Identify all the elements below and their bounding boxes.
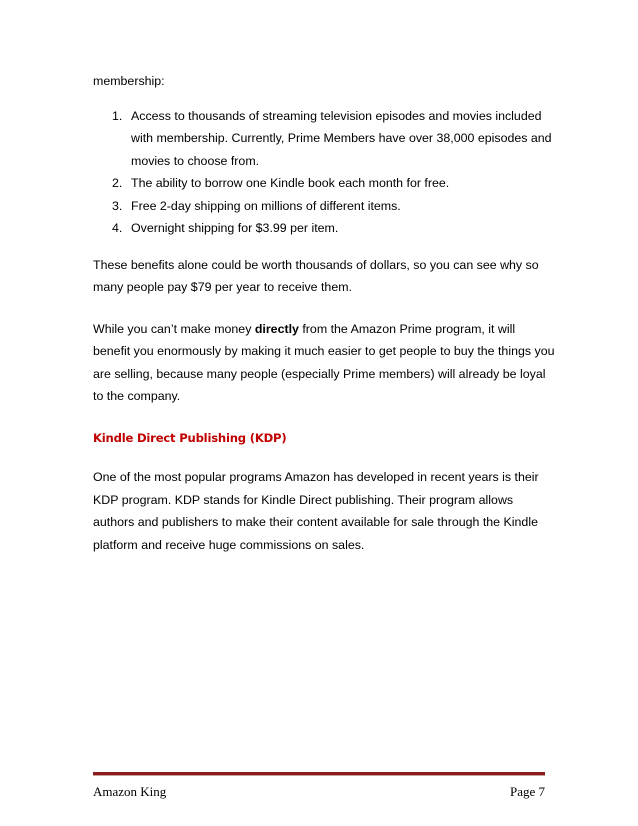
prime-paragraph	[93, 318, 555, 408]
list-item-text: The ability to borrow one Kindle book each month for free.	[131, 176, 450, 190]
intro-fragment: membership:	[93, 74, 165, 88]
list-item-text: Access to thousands of streaming television episodes and movies included with membership. Currently, Prime Members have over 38,000 episodes and movies to choose from.	[131, 108, 552, 168]
benefits-value-paragraph: These benefits alone could be worth thousands of dollars, so you can see why so many people pay $79 per year to receive them.	[93, 257, 539, 294]
footer-title: Amazon King	[93, 784, 167, 799]
list-item-number: 2.	[112, 176, 123, 190]
list-item-text: Free 2-day shipping on millions of different items.	[131, 198, 401, 213]
page-number: Page 7	[509, 784, 545, 799]
list-item-text: Overnight shipping for $3.99 per item.	[131, 221, 339, 235]
benefits-list	[93, 105, 555, 240]
prime-paragraph-lead: While you can’t make money	[93, 321, 255, 336]
list-item	[93, 172, 555, 195]
list-item-number: 3.	[112, 198, 123, 213]
kdp-paragraph: One of the most popular programs Amazon has developed in recent years is their KDP program. KDP stands for Kindle Direct publishing. Their program allows authors and publishers to make their content available for sale through the Kindle platform and receive huge commissions on sales.	[93, 470, 539, 552]
list-item	[93, 105, 555, 173]
prime-paragraph-rest: from the Amazon Prime program, it will benefit you enormously by making it much easier to get people to buy the things you are selling, because many people (especially Prime members) will already be loyal to the company.	[93, 321, 555, 403]
list-item	[93, 195, 555, 218]
footer-divider	[93, 772, 545, 776]
page-body	[93, 70, 555, 575]
list-item-number: 4.	[112, 221, 123, 235]
section-heading: Kindle Direct Publishing (KDP)	[93, 430, 287, 445]
list-item-number: 1.	[112, 108, 123, 123]
prime-paragraph-emphasis: directly	[254, 321, 299, 336]
list-item	[93, 217, 555, 240]
